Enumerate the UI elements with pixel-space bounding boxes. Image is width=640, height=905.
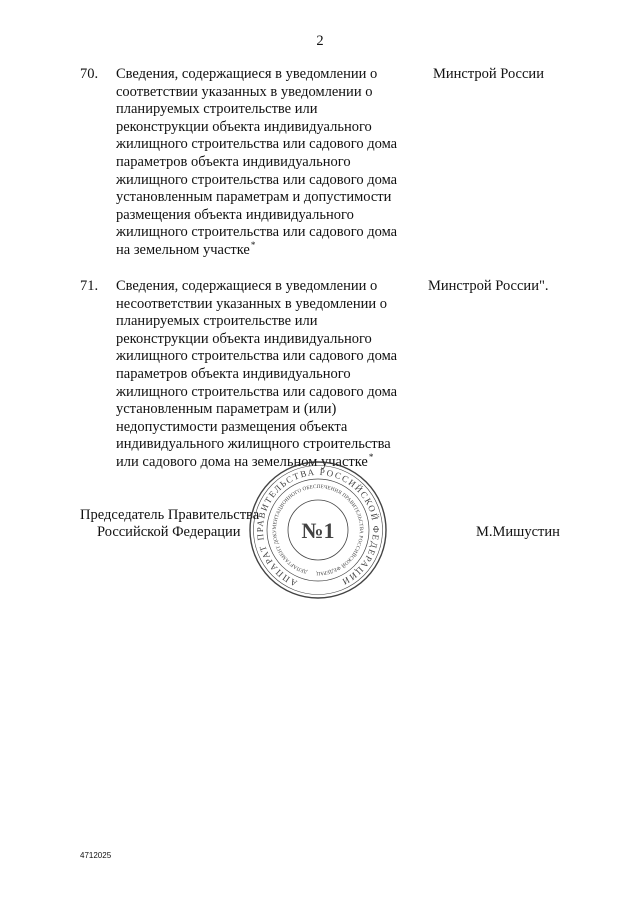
item-description-line: жилищного строительства или садового дома [116,383,398,400]
seal-inner-text: ДЕПАРТАМЕНТ ДОКУМЕНТАЦИОННОГО ОБЕСПЕЧЕНИЯ ПРАВИТЕЛЬСТВА РОССИЙСКОЙ ФЕДЕРАЦ [271,483,365,577]
item-description-line: на земельном участке [116,241,250,258]
signatory-name: М.Мишустин [476,524,560,540]
seal-outer-text: АППАРАТ ПРАВИТЕЛЬСТВА РОССИЙСКОЙ ФЕДЕРАЦИИ [254,466,382,589]
responsible-agency: Минстрой России [433,66,544,82]
item-description [116,66,397,260]
responsible-agency: Минстрой России". [428,278,549,294]
signatory-position-line-1: Председатель Правительства [80,507,260,523]
document-code: 4712025 [80,851,112,860]
item-description-line: недопустимости размещения объекта [116,418,348,435]
item-description-line: планируемых строительстве или [116,313,318,330]
item-description-line: жилищного строительства или садового дома [116,224,398,241]
item-description-line: планируемых строительстве или [116,101,318,118]
item-description-last-line [116,239,397,260]
item-number: 70. [80,66,99,82]
item-description-line: Сведения, содержащиеся в уведомлении о [116,66,378,82]
item-description-line: индивидуального жилищного строительства [116,436,391,453]
signatory-position-line-2: Российской Федерации [97,524,241,540]
item-description-line: реконструкции объекта индивидуального [116,330,372,347]
footnote-mark: * [368,451,374,462]
official-seal-stamp [248,460,388,600]
item-description-line: параметров объекта индивидуального [116,153,351,170]
item-number: 71. [80,278,99,294]
item-description-line: реконструкции объекта индивидуального [116,118,372,135]
item-description-line: Сведения, содержащиеся в уведомлении о [116,278,378,294]
item-description-line: параметров объекта индивидуального [116,365,351,382]
item-description-line: или садового дома на земельном участке [116,453,368,470]
item-description-line: жилищного строительства или садового дома [116,348,398,365]
item-description-line: несоответствии указанных в уведомлении о [116,295,388,312]
item-description-line: жилищного строительства или садового дома [116,171,398,188]
item-description-line: размещения объекта индивидуального [116,206,354,223]
page-number: 2 [316,33,324,49]
item-description [116,278,397,472]
item-description-line: установленным параметрам и (или) [116,401,337,418]
item-description-line: соответствии указанных в уведомлении о [116,83,373,100]
seal-center-text: №1 [301,518,335,543]
footnote-mark: * [250,239,256,250]
item-description-line: установленным параметрам и допустимости [116,189,392,206]
item-description-line: жилищного строительства или садового дома [116,136,398,153]
